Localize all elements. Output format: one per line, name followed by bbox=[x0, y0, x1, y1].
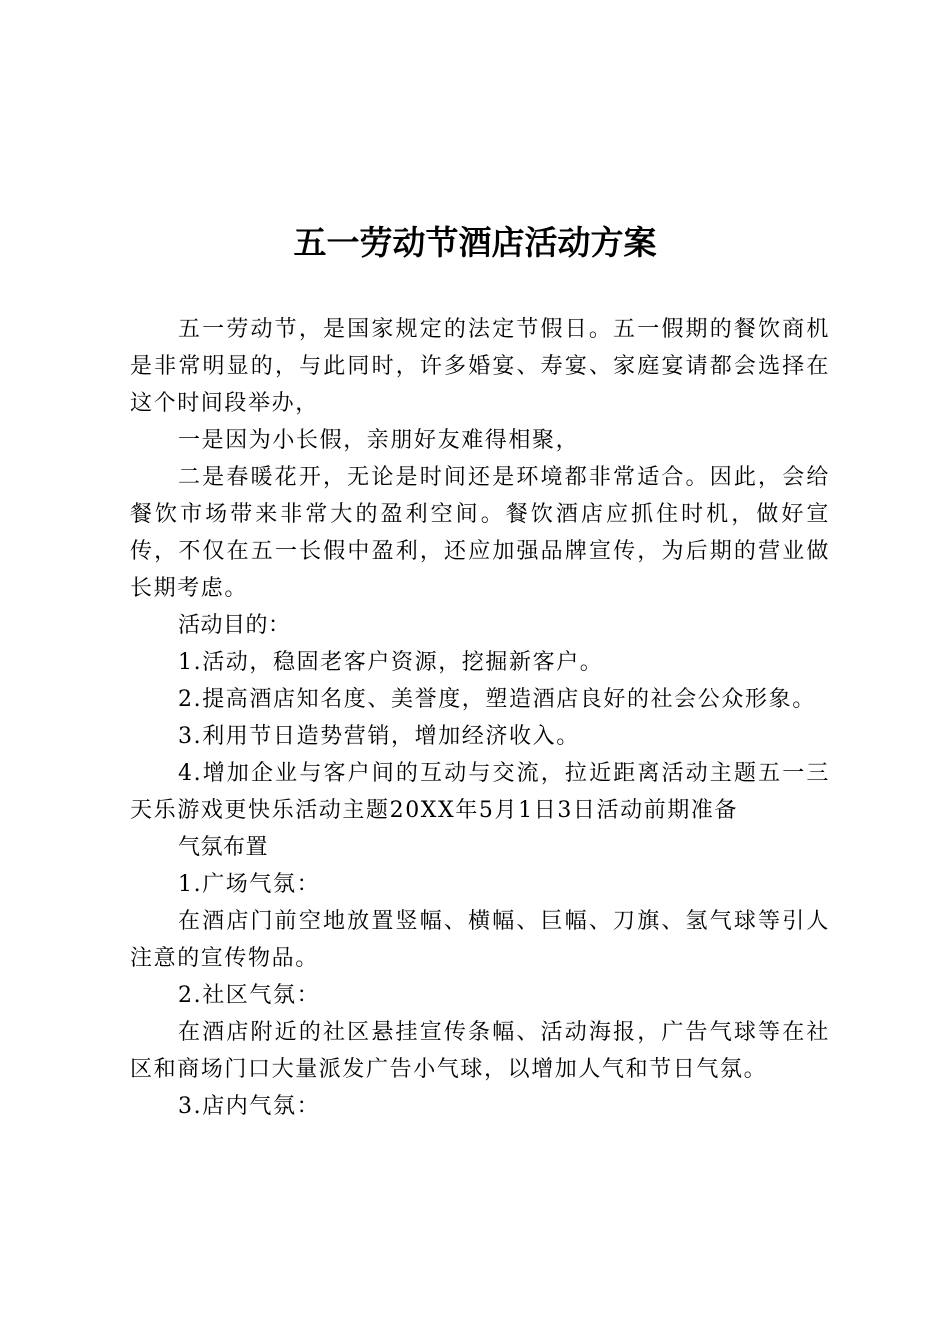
atmosphere-item-community-label: 2.社区气氛： bbox=[178, 983, 321, 1008]
goal-item-4: 4.增加企业与客户间的互动与交流，拉近距离活动主题五一三天乐游戏更快乐活动主题20XX年5月1日3日活动前期准备 bbox=[130, 761, 830, 823]
goal-item-3: 3.利用节日造势营销，增加经济收入。 bbox=[178, 724, 580, 749]
atmosphere-item-plaza-label: 1.广场气氛： bbox=[178, 872, 321, 897]
section-heading-goals: 活动目的： bbox=[178, 613, 291, 638]
atmosphere-item-community-text: 在酒店附近的社区悬挂宣传条幅、活动海报，广告气球等在社区和商场门口大量派发广告小气球，以增加人气和节日气氛。 bbox=[130, 1020, 830, 1082]
paragraph-intro: 五一劳动节，是国家规定的法定节假日。五一假期的餐饮商机是非常明显的，与此同时，许多婚宴、寿宴、家庭宴请都会选择在这个时间段举办， bbox=[130, 317, 830, 416]
goal-item-2: 2.提高酒店知名度、美誉度，塑造酒店良好的社会公众形象。 bbox=[178, 687, 816, 712]
goal-item-1: 1.活动，稳固老客户资源，挖掘新客户。 bbox=[178, 650, 604, 675]
paragraph-reason-two: 二是春暖花开，无论是时间还是环境都非常适合。因此，会给餐饮市场带来非常大的盈利空间。餐饮酒店应抓住时机，做好宣传，不仅在五一长假中盈利，还应加强品牌宣传，为后期的营业做长期考虑。 bbox=[130, 465, 830, 601]
atmosphere-item-indoor-label: 3.店内气氛： bbox=[178, 1094, 321, 1119]
document-body bbox=[130, 311, 830, 1125]
document-title: 五一劳动节酒店活动方案 bbox=[293, 223, 657, 262]
paragraph-reason-one: 一是因为小长假，亲朋好友难得相聚， bbox=[178, 428, 580, 453]
section-heading-atmosphere: 气氛布置 bbox=[178, 835, 269, 860]
atmosphere-item-plaza-text: 在酒店门前空地放置竖幅、横幅、巨幅、刀旗、氢气球等引人注意的宣传物品。 bbox=[130, 909, 830, 971]
